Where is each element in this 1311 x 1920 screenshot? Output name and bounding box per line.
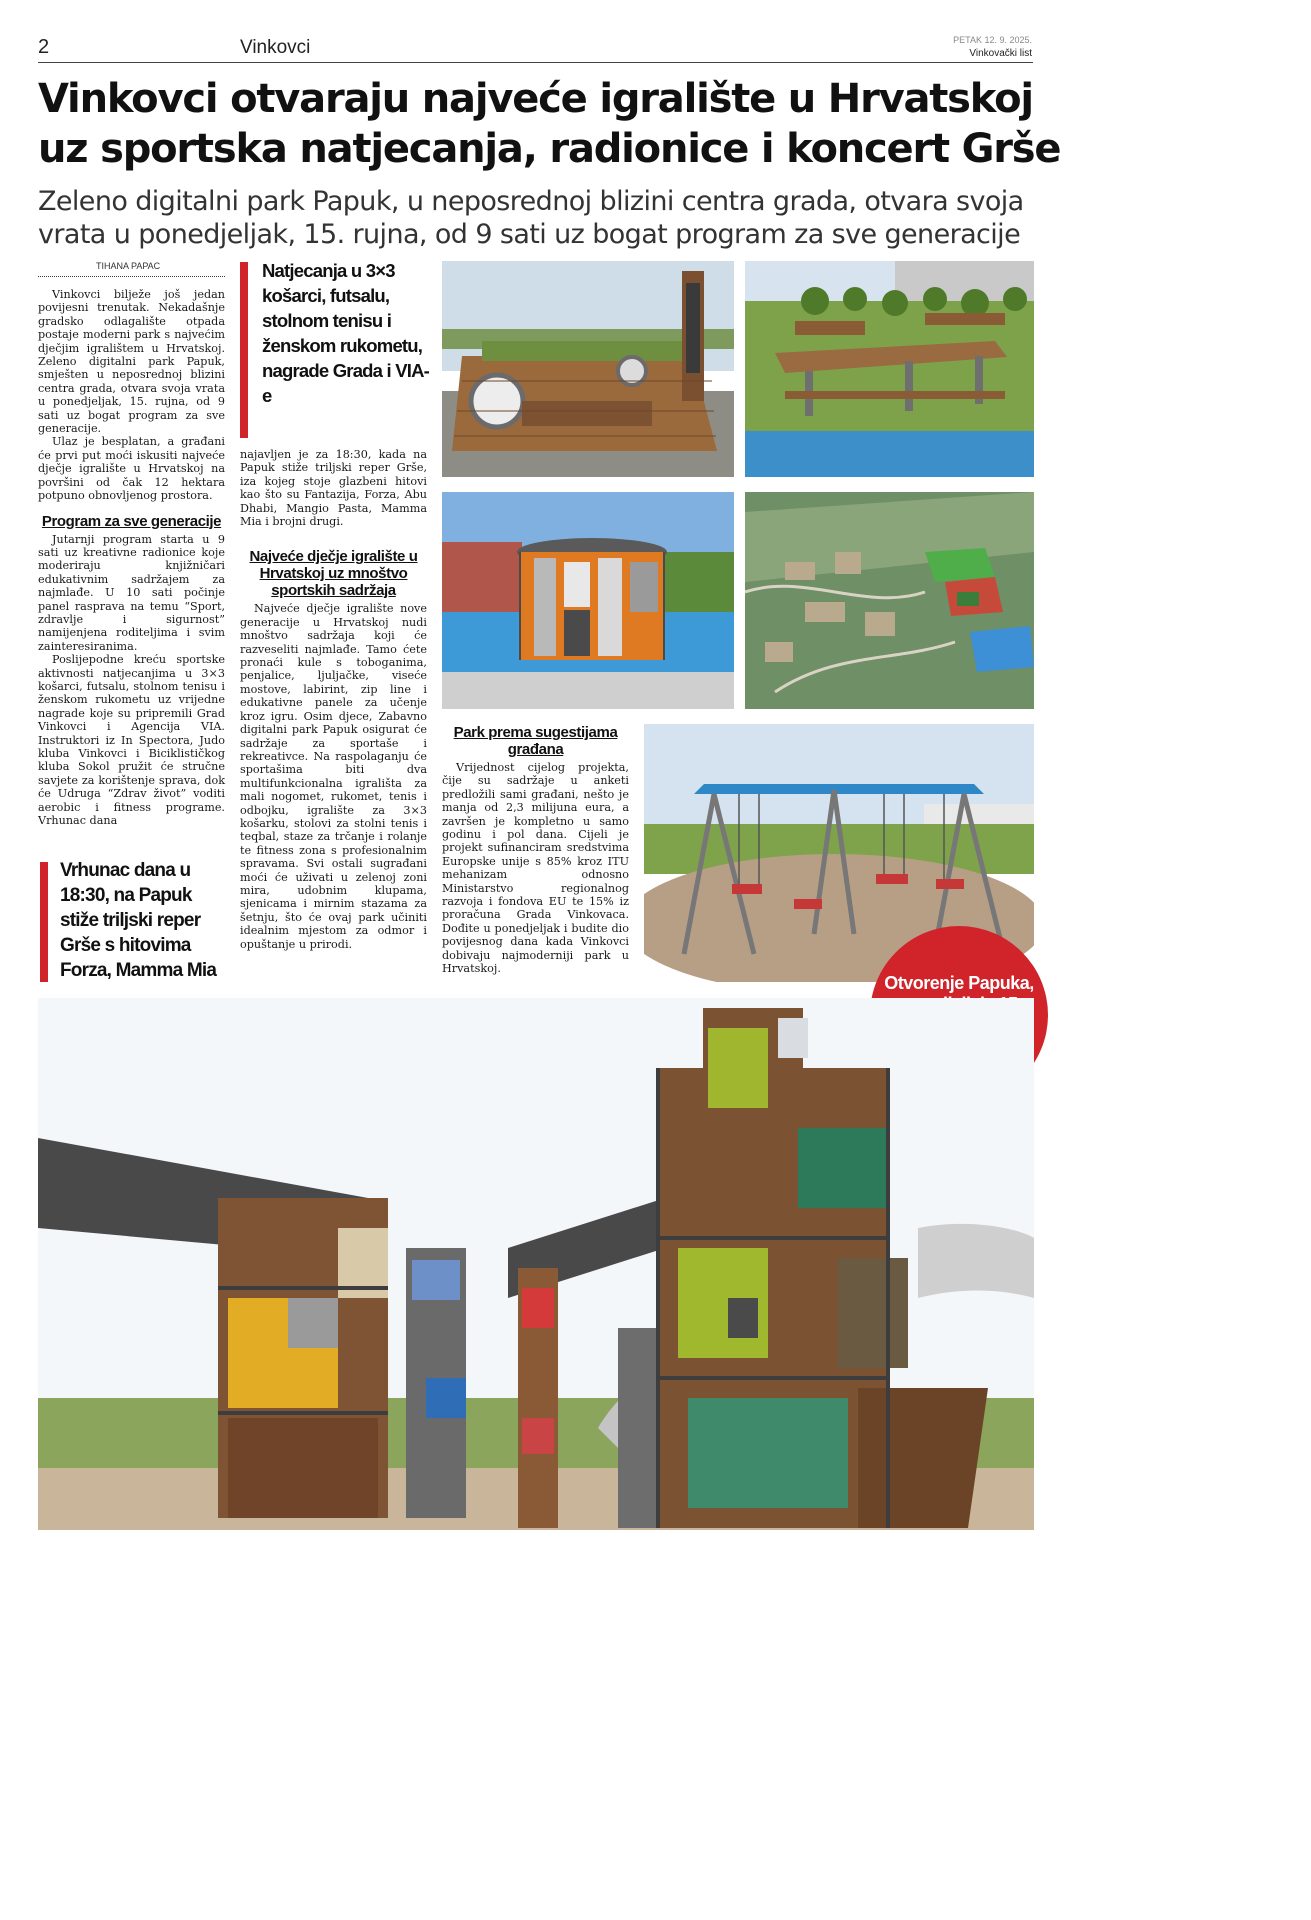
pull-quote-bar bbox=[240, 262, 248, 438]
photo-aerial-park-plan bbox=[745, 492, 1034, 709]
subheading: Program za sve generacije bbox=[41, 512, 222, 530]
paragraph: Najveće dječje igralište nove generacije u Hrvatskoj nudi mnoštvo sadržaja koji će razveseliti najmlađe. Tamo ćete pronaći kule s toboganima, penjalice, ljuljačke, viseće mostove, labirint, zip line i edukativne panele za učenje kroz igru. Osim djece, Zabavno digitalni park Papuk osigurat će sadržaje za sportaše i rekreativce. Na raspolaganju će sportašima biti dva multifunkcionalna igrališta za mali nogomet, rukomet, tenis i odbojku, igralište za 3×3 košarku, stolovi za stolni tenis i teqbal, staze za trčanje i rolanje te fitness zona s profesionalnim spravama. Svi ostali sugrađani moći će uživati u zelenoj zoni mira, udobnim klupama, sjenicama i mirnim stazama za šetnju, što će ovaj park učiniti idealnim mjestom za odmor i opuštanje u prirodi. bbox=[240, 602, 427, 951]
pull-quote-bar bbox=[40, 862, 48, 982]
paragraph: Jutarnji program starta u 9 sati uz kreativne radionice koje moderiraju knjižničari edukativnim sadržajem za najmlađe. U 10 sati počinje panel rasprava na temu “Sport, zdravlje i sigurnost” namijenjena roditeljima i svim zainteresiranima. bbox=[38, 532, 225, 653]
pull-quote: Vrhunac dana u 18:30, na Papuk stiže triljski reper Grše s hitovima Forza, Mamma Mia bbox=[60, 860, 217, 981]
pull-quote: Natjecanja u 3×3 košarci, futsalu, stolnom tenisu i ženskom rukometu, nagrade Grada i VIA-e bbox=[262, 260, 429, 406]
issue-date: PETAK 12. 9. 2025. bbox=[953, 35, 1032, 45]
article-column-3 bbox=[442, 724, 629, 976]
event-badge: Otvorenje Papuka, bbox=[870, 926, 1048, 1104]
paragraph: Vrijednost cijelog projekta, čije su sadržaje u anketi predložili sami građani, nešto je manja od 2,3 milijuna eura, a završen je kompletno u samo godinu i pol dana. Cijeli je projekt sufinanciram sredstvima Europske unije s 85% kroz ITU mehanizam odnosno Ministarstvo regionalnog razvoja i fondova EU te 15% iz proračuna Grada Vinkovaca. Dođite u ponedjeljak i budite dio povijesnog dana kada Vinkovci dobivaju najmoderniji park u Hrvatskoj. bbox=[442, 761, 629, 976]
paragraph: Ulaz je besplatan, a građani će prvi put moći iskusiti najveće dječje igralište u Hrvatskoj na površini od čak 12 hektara potpuno obnovljenog prostora. bbox=[38, 435, 225, 503]
photo-colorful-pavilion-image bbox=[442, 492, 734, 709]
photo-picnic-table bbox=[745, 261, 1034, 477]
photo-play-towers bbox=[38, 998, 1034, 1530]
byline-rule bbox=[38, 276, 225, 277]
photo-colorful-pavilion bbox=[442, 492, 734, 709]
article-column-2 bbox=[240, 448, 427, 951]
header-rule bbox=[38, 62, 1033, 63]
page-number: 2 bbox=[38, 36, 50, 58]
photo-aerial-park-plan-image bbox=[745, 492, 1034, 709]
photo-wooden-play-structure bbox=[442, 261, 734, 477]
subheadline-line-2: vrata u ponedjeljak, 15. rujna, od 9 sati uz bogat program za sve generacije bbox=[38, 219, 1021, 250]
headline bbox=[38, 74, 1061, 174]
article-column-1 bbox=[38, 288, 225, 827]
headline-line-1: Vinkovci otvaraju najveće igralište u Hrvatskoj bbox=[38, 76, 1033, 122]
subheadline bbox=[38, 185, 1038, 251]
publication-name: Vinkovački list bbox=[969, 48, 1032, 59]
photo-play-towers-image bbox=[38, 998, 1034, 1530]
byline: TIHANA PAPAC bbox=[96, 261, 161, 271]
subheadline-line-1: Zeleno digitalni park Papuk, u neposrednoj blizini centra grada, otvara svoja bbox=[38, 186, 1024, 217]
section-name: Vinkovci bbox=[240, 37, 311, 58]
headline-line-2: uz sportska natjecanja, radionice i koncert Grše bbox=[38, 126, 1061, 172]
paragraph: najavljen je za 18:30, kada na Papuk stiže triljski reper Grše, iza kojeg stoje glazbeni hitovi kao što su Fantazija, Forza, Abu Dhabi, Mangio Pasta, Mamma Mia i brojni drugi. bbox=[240, 448, 427, 529]
subheading: Najveće dječje igralište u Hrvatskoj uz mnoštvo sportskih sadržaja bbox=[249, 548, 418, 600]
photo-wooden-play-structure-image bbox=[442, 261, 734, 477]
paragraph: Poslijepodne kreću sportske aktivnosti natjecanjima u 3×3 košarci, futsalu, stolnom tenisu i ženskom rukometu uz vrijedne nagrade koje su pripremili Grad Vinkovci i Agencija VIA. Instruktori iz In Spectora, Judo kluba Vinkovci i Biciklističkog kluba Sokol pružit će stručne savjete za korištenje sprava, dok će Udruga “Zdrav život” voditi aerobic i fitness programe. Vrhunac dana bbox=[38, 653, 225, 828]
photo-picnic-table-image bbox=[745, 261, 1034, 477]
paragraph: Vinkovci bilježe još jedan povijesni trenutak. Nekadašnje gradsko odlagalište otpada postaje moderni park s najvećim dječjim igralištem u Hrvatskoj. Zeleno digitalni park Papuk, smješten u neposrednoj blizini centra grada, otvara svoja vrata u ponedjeljak, 15. rujna, od 9 sati uz bogat program za sve generacije. bbox=[38, 288, 225, 436]
subheading: Park prema sugestijama građana bbox=[453, 724, 618, 758]
